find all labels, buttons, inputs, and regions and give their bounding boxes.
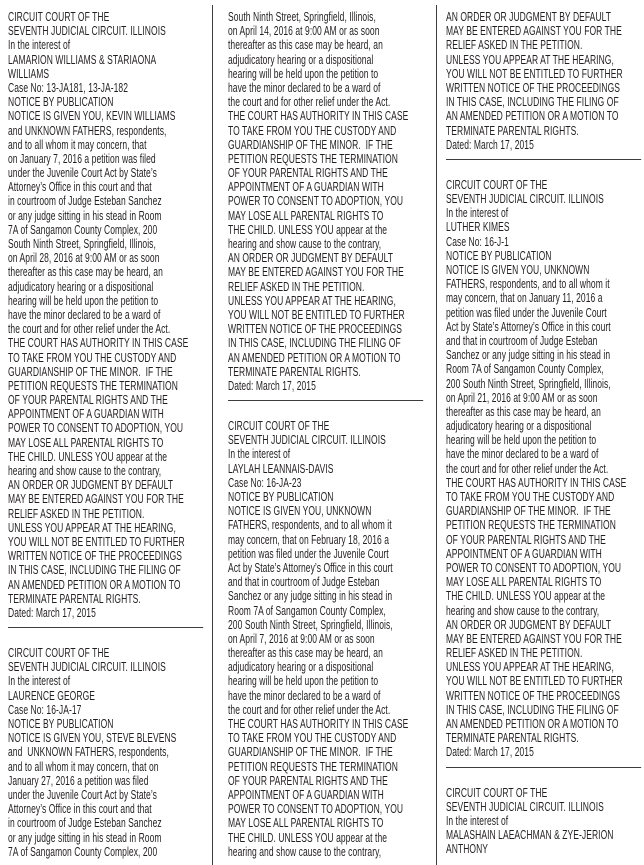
- notice-line: on April 21, 2016 at 9:00 AM or as soon: [446, 390, 598, 405]
- notice-line: SEVENTH JUDICIAL CIRCUIT. ILLINOIS: [446, 192, 604, 207]
- notice-line: have the minor declared to be a ward of: [8, 307, 161, 322]
- notice-line: 7A of Sangamon County Complex, 200: [8, 222, 158, 237]
- notice-line: adjudicatory hearing or a dispositional: [446, 419, 592, 434]
- notice-line: hearing and show cause to the contrary,: [228, 237, 382, 251]
- notice-line: RELIEF ASKED IN THE PETITION.: [446, 646, 583, 661]
- notice-line: MAY LOSE ALL PARENTAL RIGHTS TO: [8, 435, 164, 450]
- notice-line: IN THIS CASE, INCLUDING THE FILING OF: [8, 563, 181, 578]
- notice-luther-kimes: [446, 178, 644, 760]
- notice-line: OF YOUR PARENTAL RIGHTS AND THE: [8, 393, 168, 408]
- notice-line: THE CHILD. UNLESS YOU appear at the: [8, 449, 168, 464]
- notice-line: Case No: 16-JA-23: [228, 475, 302, 490]
- notice-line: YOU WILL NOT BE ENTITLED TO FURTHER: [446, 66, 623, 81]
- notice-line: RELIEF ASKED IN THE PETITION.: [8, 506, 145, 521]
- notice-malashain-laeachman-zye-jerion-anthony: [446, 786, 644, 857]
- notice-line: LUTHER KIMES: [446, 220, 510, 235]
- notice-line: 200 South Ninth Street, Springfield, Illinois,: [446, 376, 611, 391]
- notice-line: ANTHONY: [446, 842, 489, 857]
- notice-line: MAY LOSE ALL PARENTAL RIGHTS TO: [228, 208, 384, 223]
- notice-line: may concern, that on January 11, 2016 a: [446, 291, 603, 306]
- notice-laurence-george-continued: [228, 10, 432, 393]
- notice-line: on April 14, 2016 at 9:00 AM or as soon: [228, 24, 380, 39]
- notice-line: POWER TO CONSENT TO ADOPTION, YOU: [228, 802, 404, 817]
- notice-line: South Ninth Street, Springfield, Illinois,: [228, 10, 376, 24]
- notice-line: Room 7A of Sangamon County Complex,: [446, 362, 604, 377]
- notice-line: NOTICE BY PUBLICATION: [8, 717, 114, 731]
- notice-laylah-leannais-davis-continued: [446, 10, 644, 152]
- notice-line: PETITION REQUESTS THE TERMINATION: [228, 151, 398, 166]
- notice-line: Attorney’s Office in this court and that: [8, 802, 152, 817]
- notice-line: have the minor declared to be a ward of: [228, 80, 381, 95]
- notice-line: GUARDIANSHIP OF THE MINOR. IF THE: [228, 137, 393, 152]
- notice-line: YOU WILL NOT BE ENTITLED TO FURTHER: [446, 674, 623, 689]
- notice-line: IN THIS CASE, INCLUDING THE FILING OF: [228, 336, 401, 351]
- notice-line: APPOINTMENT OF A GUARDIAN WITH: [446, 546, 602, 561]
- notice-line: UNLESS YOU APPEAR AT THE HEARING,: [446, 52, 614, 67]
- notice-line: GUARDIANSHIP OF THE MINOR. IF THE: [446, 504, 611, 519]
- notice-line: TERMINATE PARENTAL RIGHTS.: [228, 364, 361, 379]
- notice-line: adjudicatory hearing or a dispositional: [8, 279, 154, 294]
- notice-line: have the minor declared to be a ward of: [446, 447, 599, 462]
- notice-line: and that in courtroom of Judge Esteban: [446, 333, 598, 348]
- notice-line: UNLESS YOU APPEAR AT THE HEARING,: [446, 660, 614, 675]
- notice-line: WILLIAMS: [8, 66, 50, 81]
- notice-line: and UNKNOWN FATHERS, respondents,: [8, 123, 167, 138]
- notice-line: Act by State’s Attorney’s Office in this court: [228, 560, 393, 575]
- notice-line: FATHERS, respondents, and to all whom it: [228, 518, 392, 533]
- notice-line: and to all whom it may concern, that: [8, 137, 147, 152]
- column-1: [8, 10, 212, 859]
- notice-line: POWER TO CONSENT TO ADOPTION, YOU: [228, 194, 404, 209]
- notice-line: TO TAKE FROM YOU THE CUSTODY AND: [228, 123, 397, 138]
- notice-line: and that in courtroom of Judge Esteban: [228, 575, 380, 590]
- notice-line: adjudicatory hearing or a dispositional: [228, 52, 374, 67]
- notice-line: OF YOUR PARENTAL RIGHTS AND THE: [228, 773, 388, 788]
- notice-line: petition was filed under the Juvenile Court: [228, 546, 389, 561]
- notice-line: NOTICE IS GIVEN YOU, UNKNOWN: [446, 263, 590, 277]
- notice-line: Case No: 13-JA181, 13-JA-182: [8, 80, 129, 95]
- notice-line: Dated: March 17, 2015: [8, 605, 96, 620]
- notice-line: CIRCUIT COURT OF THE: [228, 419, 330, 434]
- notice-line: thereafter as this case may be heard, an: [228, 38, 383, 53]
- notice-line: LAURENCE GEORGE: [8, 688, 95, 703]
- notice-line: under the Juvenile Court Act by State’s: [8, 787, 157, 802]
- notice-line: hearing will be held upon the petition to: [446, 433, 597, 448]
- notice-line: NOTICE IS GIVEN YOU, KEVIN WILLIAMS: [8, 109, 176, 124]
- notice-laurence-george: [8, 646, 212, 859]
- notice-line: Case No: 16-JA-17: [8, 702, 82, 717]
- notice-line: MAY LOSE ALL PARENTAL RIGHTS TO: [446, 575, 602, 590]
- notice-line: NOTICE IS GIVEN YOU, STEVE BLEVENS: [8, 731, 177, 746]
- notice-line: Act by State’s Attorney’s Office in this court: [446, 319, 611, 334]
- notice-line: the court and for other relief under the Act.: [446, 461, 609, 476]
- notice-line: MAY BE ENTERED AGAINST YOU FOR THE: [446, 631, 622, 646]
- notice-line: NOTICE BY PUBLICATION: [8, 95, 114, 110]
- notice-line: 7A of Sangamon County Complex, 200: [8, 844, 158, 859]
- notice-line: the court and for other relief under the Act.: [228, 95, 391, 110]
- notice-line: TO TAKE FROM YOU THE CUSTODY AND: [8, 350, 177, 365]
- notice-line: CIRCUIT COURT OF THE: [446, 177, 548, 192]
- notice-line: the court and for other relief under the Act.: [8, 322, 171, 337]
- notice-line: January 27, 2016 a petition was filed: [8, 773, 149, 788]
- notice-line: YOU WILL NOT BE ENTITLED TO FURTHER: [228, 307, 405, 322]
- notice-line: thereafter as this case may be heard, an: [446, 404, 601, 419]
- notice-line: thereafter as this case may be heard, an: [228, 646, 383, 661]
- notice-line: or any judge sitting in his stead in Room: [8, 208, 162, 223]
- notice-line: GUARDIANSHIP OF THE MINOR. IF THE: [8, 364, 173, 379]
- notice-divider: [228, 400, 423, 401]
- notice-line: under the Juvenile Court Act by State’s: [8, 166, 157, 181]
- notice-line: MAY LOSE ALL PARENTAL RIGHTS TO: [228, 816, 384, 831]
- notice-line: AN ORDER OR JUDGMENT BY DEFAULT: [8, 478, 174, 493]
- notice-line: TERMINATE PARENTAL RIGHTS.: [446, 731, 579, 746]
- notice-line: have the minor declared to be a ward of: [228, 688, 381, 703]
- notice-line: IN THIS CASE, INCLUDING THE FILING OF: [446, 95, 619, 110]
- notice-line: AN ORDER OR JUDGMENT BY DEFAULT: [446, 10, 612, 24]
- notice-line: MAY BE ENTERED AGAINST YOU FOR THE: [446, 24, 622, 39]
- notice-line: In the interest of: [228, 447, 291, 462]
- notice-line: GUARDIANSHIP OF THE MINOR. IF THE: [228, 745, 393, 760]
- notice-line: on April 28, 2016 at 9:00 AM or as soon: [8, 251, 160, 266]
- notice-line: AN AMENDED PETITION OR A MOTION TO: [8, 577, 181, 592]
- notice-line: THE COURT HAS AUTHORITY IN THIS CASE: [228, 109, 409, 124]
- notice-line: APPOINTMENT OF A GUARDIAN WITH: [8, 407, 164, 422]
- notice-lamarion-stariaona-williams: [8, 10, 212, 620]
- notice-laylah-leannais-davis: [228, 419, 432, 859]
- notice-line: APPOINTMENT OF A GUARDIAN WITH: [228, 180, 384, 195]
- notice-line: and to all whom it may concern, that on: [8, 759, 159, 774]
- notice-line: AN AMENDED PETITION OR A MOTION TO: [228, 350, 401, 365]
- notice-line: UNLESS YOU APPEAR AT THE HEARING,: [228, 293, 396, 308]
- notice-line: POWER TO CONSENT TO ADOPTION, YOU: [8, 421, 184, 436]
- notice-line: adjudicatory hearing or a dispositional: [228, 660, 374, 675]
- notice-line: PETITION REQUESTS THE TERMINATION: [446, 518, 616, 533]
- notice-line: TERMINATE PARENTAL RIGHTS.: [8, 591, 141, 606]
- notice-line: Sanchez or any judge sitting in his stead in: [446, 348, 611, 363]
- notice-line: Case No: 16-J-1: [446, 234, 509, 249]
- notice-line: LAMARION WILLIAMS & STARIAONA: [8, 52, 157, 67]
- notice-line: MAY BE ENTERED AGAINST YOU FOR THE: [8, 492, 184, 507]
- column-2: [228, 10, 432, 859]
- notice-line: in courtroom of Judge Esteban Sanchez: [8, 816, 162, 831]
- notice-line: In the interest of: [8, 674, 71, 689]
- notice-line: CIRCUIT COURT OF THE: [8, 646, 110, 661]
- notice-divider: [8, 627, 203, 628]
- notice-line: Attorney’s Office in this court and that: [8, 180, 152, 195]
- notice-line: the court and for other relief under the Act.: [228, 702, 391, 717]
- notice-line: THE COURT HAS AUTHORITY IN THIS CASE: [8, 336, 189, 351]
- notice-line: UNLESS YOU APPEAR AT THE HEARING,: [8, 520, 176, 535]
- notice-line: In the interest of: [446, 206, 509, 221]
- notice-line: THE COURT HAS AUTHORITY IN THIS CASE: [446, 475, 627, 490]
- notice-line: WRITTEN NOTICE OF THE PROCEEDINGS: [8, 549, 182, 564]
- notice-line: Dated: March 17, 2015: [228, 378, 316, 393]
- notice-line: SEVENTH JUDICIAL CIRCUIT. ILLINOIS: [228, 433, 386, 448]
- notice-line: NOTICE IS GIVEN YOU, UNKNOWN: [228, 504, 372, 519]
- notice-line: MALASHAIN LAEACHMAN & ZYE-JERION: [446, 828, 614, 843]
- notice-line: PETITION REQUESTS THE TERMINATION: [228, 759, 398, 774]
- notice-line: FATHERS, respondents, and to all whom it: [446, 277, 610, 292]
- notice-line: THE CHILD. UNLESS YOU appear at the: [228, 830, 388, 845]
- notice-line: hearing and show cause to the contrary,: [446, 603, 600, 618]
- notice-line: THE COURT HAS AUTHORITY IN THIS CASE: [228, 717, 409, 731]
- notice-line: AN AMENDED PETITION OR A MOTION TO: [446, 717, 619, 731]
- notice-line: hearing will be held upon the petition to: [228, 66, 379, 81]
- notice-line: CIRCUIT COURT OF THE: [446, 785, 548, 800]
- notice-line: THE CHILD. UNLESS YOU appear at the: [446, 589, 606, 604]
- notice-line: Dated: March 17, 2015: [446, 745, 534, 760]
- notice-line: OF YOUR PARENTAL RIGHTS AND THE: [446, 532, 606, 547]
- notice-line: on January 7, 2016 a petition was filed: [8, 151, 156, 166]
- notice-line: OF YOUR PARENTAL RIGHTS AND THE: [228, 166, 388, 181]
- notice-line: WRITTEN NOTICE OF THE PROCEEDINGS: [446, 80, 620, 95]
- column-divider-1: [212, 5, 213, 865]
- notice-line: and UNKNOWN FATHERS, respondents,: [8, 745, 169, 760]
- notice-divider: [446, 767, 641, 768]
- notice-line: may concern, that on February 18, 2016 a: [228, 532, 390, 547]
- notice-line: TERMINATE PARENTAL RIGHTS.: [446, 123, 579, 138]
- notice-line: CIRCUIT COURT OF THE: [8, 10, 110, 24]
- notice-line: Room 7A of Sangamon County Complex,: [228, 603, 386, 618]
- notice-line: APPOINTMENT OF A GUARDIAN WITH: [228, 787, 384, 802]
- notice-line: hearing will be held upon the petition to: [228, 674, 379, 689]
- column-3: [446, 10, 644, 857]
- notice-line: THE CHILD. UNLESS YOU appear at the: [228, 222, 388, 237]
- notice-line: AN ORDER OR JUDGMENT BY DEFAULT: [446, 617, 612, 632]
- notice-line: PETITION REQUESTS THE TERMINATION: [8, 378, 178, 393]
- notice-divider: [446, 159, 641, 160]
- notice-line: 200 South Ninth Street, Springfield, Illinois,: [228, 617, 393, 632]
- notice-line: AN ORDER OR JUDGMENT BY DEFAULT: [228, 251, 394, 266]
- notice-line: WRITTEN NOTICE OF THE PROCEEDINGS: [446, 688, 620, 703]
- notice-line: AN AMENDED PETITION OR A MOTION TO: [446, 109, 619, 124]
- notice-line: hearing and show cause to the contrary,: [228, 844, 382, 859]
- notice-line: TO TAKE FROM YOU THE CUSTODY AND: [228, 731, 397, 746]
- notice-line: petition was filed under the Juvenile Court: [446, 305, 607, 320]
- notice-line: in courtroom of Judge Esteban Sanchez: [8, 194, 162, 209]
- notice-line: MAY BE ENTERED AGAINST YOU FOR THE: [228, 265, 404, 280]
- notice-line: Dated: March 17, 2015: [446, 137, 534, 152]
- notice-line: In the interest of: [446, 813, 509, 828]
- notice-line: TO TAKE FROM YOU THE CUSTODY AND: [446, 490, 615, 504]
- notice-line: LAYLAH LEANNAIS-DAVIS: [228, 461, 334, 476]
- notice-line: South Ninth Street, Springfield, Illinois,: [8, 237, 156, 251]
- notice-line: RELIEF ASKED IN THE PETITION.: [446, 38, 583, 53]
- notice-line: SEVENTH JUDICIAL CIRCUIT. ILLINOIS: [446, 799, 604, 814]
- notice-line: RELIEF ASKED IN THE PETITION.: [228, 279, 365, 294]
- notice-line: hearing and show cause to the contrary,: [8, 464, 162, 478]
- notice-line: IN THIS CASE, INCLUDING THE FILING OF: [446, 702, 619, 717]
- notice-line: SEVENTH JUDICIAL CIRCUIT. ILLINOIS: [8, 660, 166, 675]
- column-divider-2: [436, 5, 437, 865]
- notice-line: thereafter as this case may be heard, an: [8, 265, 163, 280]
- notice-line: hearing will be held upon the petition to: [8, 293, 159, 308]
- notice-line: NOTICE BY PUBLICATION: [446, 248, 552, 263]
- notice-line: or any judge sitting in his stead in Room: [8, 830, 162, 845]
- notice-line: on April 7, 2016 at 9:00 AM or as soon: [228, 631, 375, 646]
- notice-line: Sanchez or any judge sitting in his stead in: [228, 589, 393, 604]
- notice-line: WRITTEN NOTICE OF THE PROCEEDINGS: [228, 322, 402, 337]
- notice-line: YOU WILL NOT BE ENTITLED TO FURTHER: [8, 534, 185, 549]
- notice-line: In the interest of: [8, 38, 71, 53]
- notice-line: NOTICE BY PUBLICATION: [228, 490, 334, 504]
- notice-line: POWER TO CONSENT TO ADOPTION, YOU: [446, 560, 622, 575]
- notice-line: SEVENTH JUDICIAL CIRCUIT. ILLINOIS: [8, 24, 166, 39]
